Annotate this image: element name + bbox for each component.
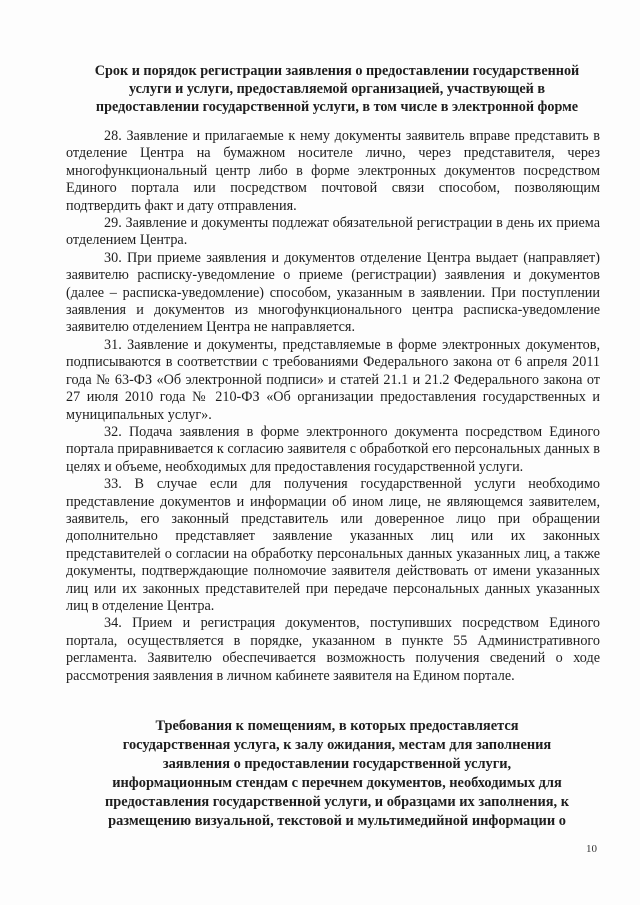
- heading-line: государственная услуга, к залу ожидания, местам для заполнения: [122, 737, 552, 753]
- paragraph-28: 28. Заявление и прилагаемые к нему документы заявитель вправе представить в отделение Центра на бумажном носителе лично, через представителя, через многофункциональный центр либо в форме электронных документов посредством Единого портала или посредством почтовой связи способом, позволяющим подтвердить факт и дату отправления.: [66, 128, 600, 214]
- heading-line: предоставления государственной услуги, и образцами их заполнения, к: [104, 794, 570, 810]
- heading-line: услуги и услуги, предоставляемой организацией, участвующей в: [128, 81, 546, 97]
- heading-line: размещению визуальной, текстовой и мультимедийной информации о: [108, 813, 566, 829]
- body-text: [66, 128, 600, 685]
- heading-line: Срок и порядок регистрации заявления о предоставлении государственной: [94, 63, 580, 79]
- paragraph-31: 31. Заявление и документы, представляемые в форме электронных документов, подписываются в соответствии с требованиями Федерального закона от 6 апреля 2011 года № 63-ФЗ «Об электронной подписи» и статей 21.1 и 21.2 Федерального закона от 27 июля 2010 года № 210-ФЗ «Об организации предоставления государственных и муниципальных услуг».: [66, 336, 600, 423]
- paragraph-33: 33. В случае если для получения государственной услуги необходимо представление документов и информации об ином лице, не являющемся заявителем, заявитель, его законный представитель или доверенное лицо при обращении дополнительно представляет заявление указанных лиц или их законных представителей о согласии на обработку персональных данных указанных лиц, а также документы, подтверждающие полномочие заявителя действовать от имени указанных лиц или их законных представителей при передаче персональных данных указанных лиц в отделение Центра.: [66, 476, 600, 614]
- paragraph-29: 29. Заявление и документы подлежат обязательной регистрации в день их приема отделением Центра.: [66, 215, 600, 249]
- paragraph-30: 30. При приеме заявления и документов отделение Центра выдает (направляет) заявителю расписку-уведомление о приеме (регистрации) заявления и документов (далее – расписка-уведомление) способом, указанным в заявлении. При поступлении заявления и документов из многофункционального центра расписка-уведомление заявителю отделением Центра не направляется.: [66, 249, 600, 336]
- paragraph-32: 32. Подача заявления в форме электронного документа посредством Единого портала приравнивается к согласию заявителя с обработкой его персональных данных в целях и объеме, необходимых для предоставления государственной услуги.: [66, 423, 600, 475]
- paragraph-34: 34. Прием и регистрация документов, поступивших посредством Единого портала, осуществляется в порядке, указанном в пункте 55 Административного регламента. Заявителю обеспечивается возможность получения сведений о ходе рассмотрения заявления в личном кабинете заявителя на Едином портале.: [66, 615, 600, 684]
- section-heading-premises: [66, 717, 608, 831]
- heading-line: Требования к помещениям, в которых предоставляется: [155, 718, 519, 734]
- heading-line: предоставлении государственной услуги, в том числе в электронной форме: [95, 99, 579, 115]
- section-heading-registration: [66, 62, 608, 116]
- page-number: 10: [586, 843, 597, 855]
- heading-line: заявления о предоставлении государственной услуги,: [162, 756, 512, 772]
- heading-line: информационным стендам с перечнем документов, необходимых для: [112, 775, 562, 791]
